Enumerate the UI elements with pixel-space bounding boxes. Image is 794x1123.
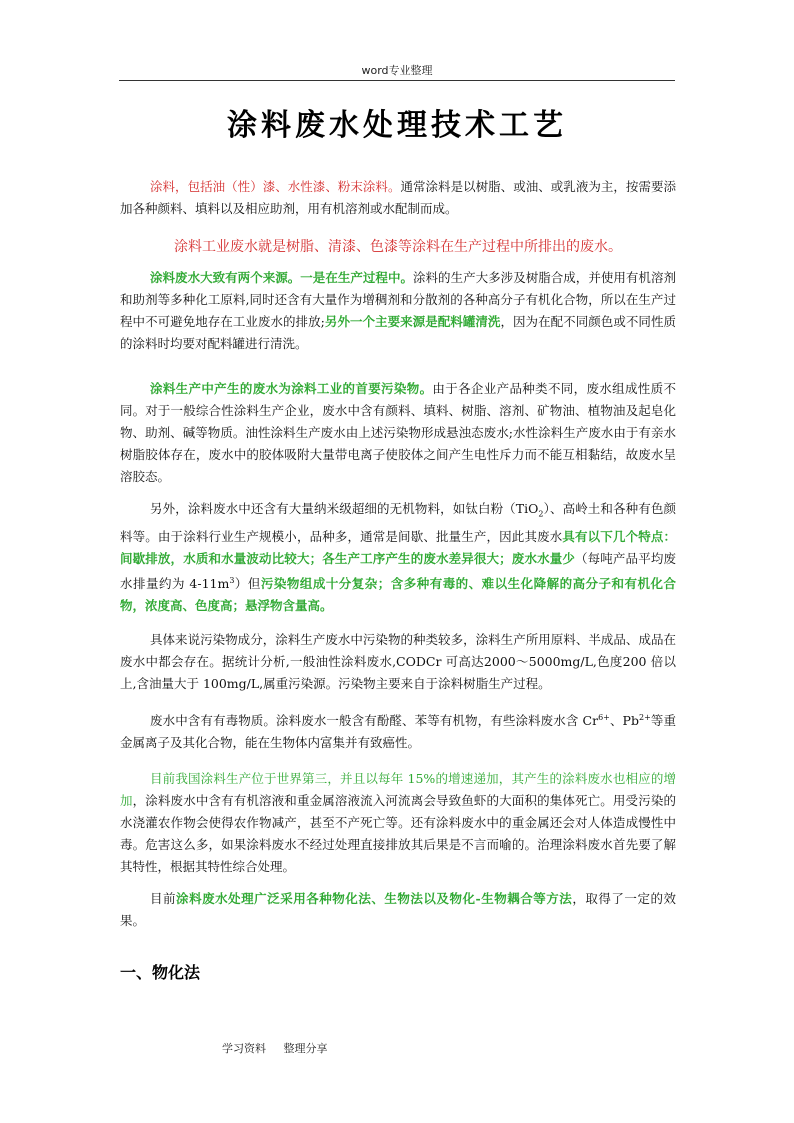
sources-heading: 涂料废水大致有两个来源。一是在生产过程中。: [150, 270, 413, 285]
char-text-1: 另外，涂料废水中还含有大量纳米级超细的无机物料，如钛白粉（TiO: [150, 501, 539, 516]
paragraph-toxic: [120, 707, 676, 754]
footer-left: 学习资料: [222, 1042, 266, 1055]
char-text-3: （每吨产品平均废水排量约为 4-11m: [120, 550, 676, 591]
status-highlight: 目前我国涂料生产位于世界第三，并且以每年 15%的增速递加，其产生的涂料废水也相应的增加: [120, 771, 676, 808]
document-title: 涂料废水处理技术工艺: [227, 108, 567, 143]
pollutants-text: 由于各企业产品种类不同，废水组成性质不同。对于一般综合性涂料生产企业，废水中含有颜料、填料、树脂、溶剂、矿物油、植物油及起皂化物、助剂、碱等物质。油性涂料生产废水由上述污染物形成悬浊态废水;水性涂料生产废水由于有亲水树脂胶体存在，废水中的胶体吸附大量带电离子使胶体之间产生电性斥力而不能互相黏结，故废水呈溶胶态。: [120, 381, 676, 484]
paragraph-methods: [120, 888, 676, 932]
page-footer: [222, 1040, 342, 1056]
section-heading: 一、物化法: [120, 963, 201, 982]
sources-second: 另外一个主要来源是配料罐清洗: [324, 314, 501, 329]
methods-text-2: ，取得了一定的效果。: [120, 891, 676, 928]
footer-right: 整理分享: [283, 1042, 328, 1055]
toxic-sup-2: 2+: [638, 713, 651, 722]
paragraph-status: [120, 768, 676, 878]
intro-highlight: 涂料，包括油（性）漆、水性漆、粉末涂料。: [150, 179, 401, 194]
intro-text: 通常涂料是以树脂、或油、或乳液为主，按需要添加各种颜料、填料以及相应助剂，用有机溶剂或水配制而成。: [120, 179, 676, 216]
paragraph-characteristics: [120, 498, 676, 617]
wastewater-definition: 涂料工业废水就是树脂、清漆、色漆等涂料在生产过程中所排出的废水。: [174, 239, 622, 255]
paragraph-composition: 具体来说污染物成分，涂料生产废水中污染物的种类较多，涂料生产所用原料、半成品、成品在废水中都会存在。据统计分析,一般油性涂料废水,CODCr 可高达2000～5000mg/L,色度200 倍以上,含油量大于 100mg/L,属重污染源。污染物主要来自于涂料树脂生产过程。: [120, 632, 676, 691]
toxic-text-2: 、Pb: [609, 713, 639, 729]
char-text-2: ）、高岭土和各种有色颜料等。由于涂料行业生产规模小，品种多，通常是间歇、批量生产，因此其废水: [120, 501, 676, 544]
paragraph-pollutants: [120, 378, 676, 488]
char-sub: 2: [538, 509, 544, 519]
paragraph-intro: [120, 176, 676, 220]
methods-highlight: 涂料废水处理广泛采用各种物化法、生物法以及物化-生物耦合等方法: [176, 891, 573, 906]
char-features: 具有以下几个特点：间歇排放，水质和水量波动比较大；各生产工序产生的废水差异很大；废水水量少: [120, 528, 676, 566]
char-sup: 3: [229, 575, 235, 585]
toxic-sup-1: 6+: [598, 713, 610, 722]
status-text: ，涂料废水中含有有机溶液和重金属溶液流入河流离会导致鱼虾的大面积的集体死亡。用受污染的水浇灌农作物会使得农作物减产，甚至不产死亡等。还有涂料废水中的重金属还会对人体造成慢性中毒。危害这么多，如果涂料废水不经过处理直接排放其后果是不言而喻的。治理涂料废水首先要了解其特性，根据其特性综合处理。: [120, 793, 676, 874]
toxic-text-1: 废水中含有有毒物质。涂料废水一般含有酚醛、苯等有机物，有些涂料废水含 Cr: [150, 713, 599, 729]
page-header: word专业整理: [361, 64, 433, 77]
toxic-text-3: 等重金属离子及其化合物，能在生物体内富集并有致癌性。: [120, 713, 676, 751]
header-divider: [119, 80, 675, 81]
sources-text-2: ，因为在配不同颜色或不同性质的涂料时均要对配料罐进行清洗。: [120, 314, 676, 351]
pollutants-heading: 涂料生产中产生的废水为涂料工业的首要污染物。: [150, 381, 433, 396]
paragraph-sources: [120, 267, 676, 355]
methods-text-1: 目前: [150, 891, 177, 906]
char-features-2: 污染物组成十分复杂；含多种有毒的、难以生化降解的高分子和有机化合物，浓度高、色度高；悬浮物含量高。: [120, 575, 676, 613]
char-text-4: ）但: [234, 575, 261, 591]
sources-text: 涂料的生产大多涉及树脂合成，并使用有机溶剂和助剂等多种化工原料,同时还含有大量作为增稠剂和分散剂的各种高分子有机化合物，所以在生产过程中不可避免地存在工业废水的排放;: [120, 270, 676, 329]
